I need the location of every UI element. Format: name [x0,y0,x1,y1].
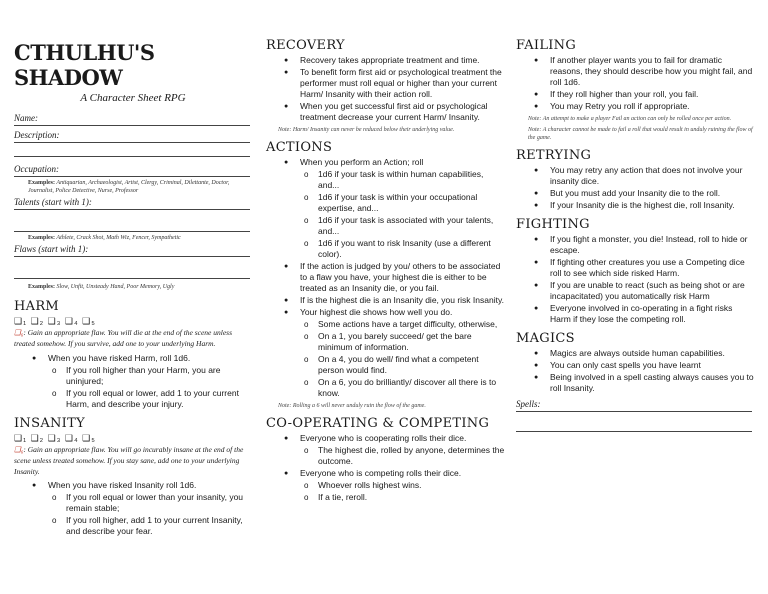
list-item: ● Recovery takes appropriate treatment and time. [266,55,506,66]
recovery-note: Note: Harm/ Insanity can never be reduced below their underlying value. [278,127,455,133]
list-item: ● You can only cast spells you have learnt [516,360,754,371]
list-item: o 1d6 if your task is within your occupational expertise, and... [266,192,506,214]
list-item: o On a 6, you do brilliantly/ discover all there is to know. [266,377,506,399]
list-item: o On a 4, you do well/ find what a competent person would find. [266,354,506,376]
failing-note-2: Note: A character cannot be made to fail a roll that would result in unduly ruining the flow of the game. [528,127,753,141]
fighting-list [516,234,754,325]
harm-box-6[interactable]: ❑₆ [14,328,24,337]
list-item: ● If you fight a monster, you die! Instead, roll to hide or escape. [516,234,754,256]
list-item: o If you roll higher than your Harm, you are uninjured; [14,365,252,387]
flaws-field[interactable]: Flaws (start with 1): [14,243,250,257]
list-item: ● When you have risked Insanity roll 1d6. [14,480,252,491]
list-item: ● Being involved in a spell casting always causes you to roll Insanity. [516,372,754,394]
description-line-2[interactable] [14,143,250,157]
talents-field[interactable]: Talents (start with 1): [14,196,250,210]
failing-note-1: Note: An attempt to make a player Fail an action can only be rolled once per action. [528,116,732,122]
insanity-list [14,480,252,537]
list-item: o If you roll higher, add 1 to your current Insanity, and describe your fear. [14,515,252,537]
list-item: ● But you must add your Insanity die to the roll. [516,188,754,199]
list-item: o If a tie, reroll. [266,492,506,503]
list-item: o Whoever rolls highest wins. [266,480,506,491]
list-item: o 1d6 if your task is associated with your talents, and... [266,215,506,237]
list-item: ● Magics are always outside human capabilities. [516,348,754,359]
actions-note: Note: Rolling a 6 will never unduly ruin the flow of the game. [278,403,426,409]
insanity-checkboxes[interactable]: ❑₁ ❑₂ ❑₃ ❑₄ ❑₅ [14,433,96,443]
description-field[interactable]: Description: [14,129,250,143]
magics-list [516,348,754,394]
list-item: ● If your Insanity die is the highest die, roll Insanity. [516,200,754,211]
name-field[interactable]: Name: [14,112,250,126]
list-item: o If you roll equal or lower than your insanity, you remain stable; [14,492,252,514]
actions-list [266,157,506,399]
failing-heading: FAILING [516,38,577,53]
list-item: o Some actions have a target difficulty, otherwise, [266,319,506,330]
column-middle [266,38,506,504]
talents-line-2[interactable] [14,218,250,232]
list-item: o On a 1, you barely succeed/ get the bare minimum of information. [266,331,506,353]
list-item: ● If another player wants you to fail for dramatic reasons, they should describe how you might fail, and roll 1d6. [516,55,754,88]
flaws-line-2[interactable] [14,265,250,279]
harm-note: ❑₆: Gain an appropriate flaw. You will die at the end of the scene unless treated somehow. If you survive, add one to your underlying Harm. [14,328,233,348]
list-item: ● When you get successful first aid or psychological treatment decrease your current Harm/ Insanity. [266,101,506,123]
sheet-subtitle: A Character Sheet RPG [80,92,186,104]
recovery-list [266,55,506,123]
list-item: ● If you are unable to react (such as being shot or are incapacitated) you automatically risk Harm [516,280,754,302]
list-item: ● If fighting other creatures you use a Competing dice roll to see which side risked Harm. [516,257,754,279]
list-item: ● Everyone who is cooperating rolls their dice. [266,433,506,444]
recovery-heading: RECOVERY [266,38,345,53]
harm-heading: HARM [14,299,60,314]
list-item: ● Everyone who is competing rolls their dice. [266,468,506,479]
list-item: ● Everyone involved in co-operating in a fight risks Harm if they lose the competing roll. [516,303,754,325]
cooperating-list [266,433,506,503]
list-item: o 1d6 if you want to risk Insanity (use a different color). [266,238,506,260]
list-item: ● When you perform an Action; roll [266,157,506,168]
list-item: ● If is the highest die is an Insanity die, you risk Insanity. [266,295,506,306]
harm-list [14,353,252,410]
magics-heading: MAGICS [516,331,575,346]
list-item: ● You may Retry you roll if appropriate. [516,101,754,112]
list-item: o If you roll equal or lower, add 1 to your current Harm, and describe your injury. [14,388,252,410]
spells-line-2[interactable] [516,418,752,432]
list-item: ● If the action is judged by you/ others to be associated to a flaw you have, your highest die is either to be treated as an Insanity die, or you fail. [266,261,506,294]
list-item: o The highest die, rolled by anyone, determines the outcome. [266,445,506,467]
harm-checkboxes[interactable]: ❑₁ ❑₂ ❑₃ ❑₄ ❑₅ [14,316,96,326]
list-item: ● If they roll higher than your roll, you fail. [516,89,754,100]
insanity-note: ❑₆: Gain an appropriate flaw. You will go incurably insane at the end of the scene unless treated somehow. If you stay sane, add one to your underlying Insanity. [14,445,244,476]
list-item: ● You may retry any action that does not involve your insanity dice. [516,165,754,187]
insanity-heading: INSANITY [14,416,85,431]
list-item: ● Your highest die shows how well you do. [266,307,506,318]
insanity-box-6[interactable]: ❑₆ [14,445,24,454]
cooperating-heading: CO-OPERATING & COMPETING [266,416,490,431]
list-item: ● To benefit form first aid or psychological treatment the performer must roll equal or higher than your current Harm/ Insanity with their action roll. [266,67,506,100]
flaws-examples: Examples: Slow, Unfit, Unsteady Hand, Poor Memory, Ugly [28,284,175,290]
retrying-list [516,165,754,211]
fighting-heading: FIGHTING [516,217,590,232]
list-item: ● When you have risked Harm, roll 1d6. [14,353,252,364]
actions-heading: ACTIONS [266,140,333,155]
retrying-heading: RETRYING [516,148,592,163]
column-right [516,38,754,432]
spells-field[interactable]: Spells: [516,398,752,412]
occupation-examples: Examples: Antiquarian, Archaeologist, Artist, Clergy, Criminal, Dilettante, Doctor, Journalist, Police Detective, Nurse, Professor [28,180,230,194]
failing-list [516,55,754,112]
occupation-field[interactable]: Occupation: [14,163,250,177]
talents-examples: Examples: Athlete, Crack Shot, Math Wiz, Fencer, Sympathetic [28,235,181,241]
column-left [14,0,252,538]
list-item: o 1d6 if your task is within human capabilities, and... [266,169,506,191]
sheet-title: CTHULHU'S SHADOW [14,40,155,90]
